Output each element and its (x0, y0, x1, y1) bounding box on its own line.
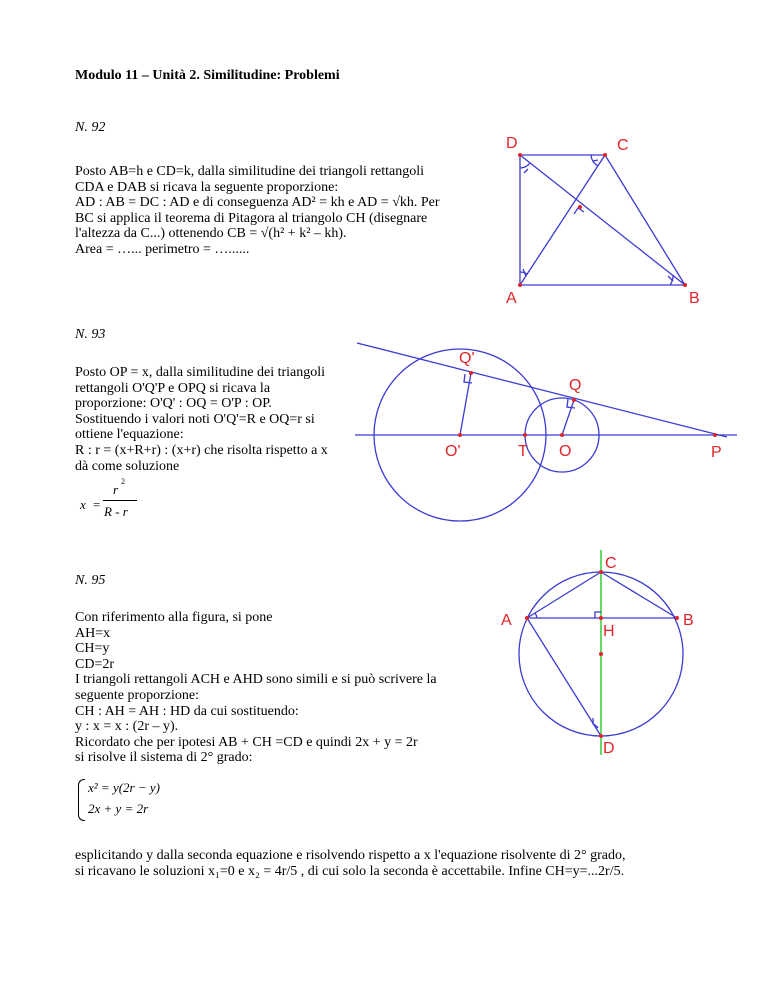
label-o: O (559, 443, 572, 460)
problem-92-line: AD : AB = DC : AD e di conseguenza AD² = kh e AD = √kh. Per (75, 195, 440, 211)
page-title: Modulo 11 – Unità 2. Similitudine: Problemi (75, 68, 340, 83)
problem-93-number: N. 93 (75, 327, 106, 342)
problem-95-number: N. 95 (75, 573, 106, 588)
problem-95-closing (75, 848, 625, 880)
label-q: Q (569, 377, 582, 394)
closing-line: si ricavano le soluzioni x₁=0 e x₂ = 4r/5 , di cui solo la seconda è accettabile. Infine CH=y=...2r/5. (75, 864, 625, 879)
label-b: B (689, 290, 700, 307)
formula-denominator: R - r (104, 504, 128, 519)
problem-95-line: AH=x (75, 625, 111, 641)
problem-92-line: l'altezza da C...) ottenendo CB = √(h² + k² – kh). (75, 226, 347, 242)
label-t: T (518, 443, 528, 460)
problem-93-line: Posto OP = x, dalla similitudine dei triangoli (75, 365, 326, 380)
problem-93-line: rettangoli O'Q'P e OPQ si ricava la (75, 380, 271, 396)
problem-95-text (75, 610, 437, 766)
circle-inscribed-figure (495, 550, 735, 760)
label-q-prime: Q' (459, 350, 475, 367)
label-d: D (506, 135, 518, 152)
problem-92-line: Posto AB=h e CD=k, dalla similitudine dei triangoli rettangoli (75, 164, 425, 179)
problem-95-line: CH=y (75, 641, 110, 657)
problem-92-line: BC si applica il teorema di Pitagora al triangolo CH (disegnare (75, 210, 428, 226)
formula-fraction-bar (103, 500, 137, 501)
problem-93-line: ottiene l'equazione: (75, 427, 184, 443)
problem-95-line: si risolve il sistema di 2° grado: (75, 750, 253, 766)
formula-exponent: 2 (121, 477, 125, 486)
problem-93-text (75, 365, 328, 474)
problem-92-line: CDA e DAB si ricava la seguente proporzione: (75, 179, 339, 195)
problem-92-text (75, 164, 440, 258)
problem-95-line: Ricordato che per ipotesi AB + CH =CD e quindi 2x + y = 2r (75, 734, 418, 750)
problem-93-line: Sostituendo i valori noti O'Q'=R e OQ=r si (75, 411, 315, 427)
label-c: C (605, 555, 617, 572)
label-p: P (711, 444, 722, 461)
label-d: D (603, 740, 615, 757)
problem-95-line: I triangoli rettangoli ACH e AHD sono simili e si può scrivere la (75, 672, 437, 688)
tangent-circles-figure (355, 333, 755, 543)
label-h: H (603, 623, 615, 640)
label-c: C (617, 137, 629, 154)
label-o-prime: O' (445, 443, 461, 460)
problem-95-line: Con riferimento alla figura, si pone (75, 610, 273, 625)
formula-equals: = (93, 497, 101, 512)
formula-numerator: r (113, 482, 119, 497)
formula-x: x (80, 497, 86, 512)
system-equation-1: x² = y(2r − y) (88, 780, 160, 795)
label-b: B (683, 612, 694, 629)
problem-93-line: proporzione: O'Q' : OQ = O'P : OP. (75, 396, 272, 412)
problem-92-line: Area = …... perimetro = …...... (75, 241, 250, 257)
problem-95-line: CH : AH = AH : HD da cui sostituendo: (75, 703, 299, 719)
problem-95-line: seguente proporzione: (75, 687, 200, 703)
system-equation-2: 2x + y = 2r (88, 801, 149, 816)
label-a: A (501, 612, 512, 629)
label-a: A (506, 290, 517, 307)
trapezoid-figure (490, 130, 720, 310)
problem-93-line: R : r = (x+R+r) : (x+r) che risolta rispetto a x (75, 442, 328, 458)
problem-92-number: N. 92 (75, 120, 106, 135)
problem-93-line: dà come soluzione (75, 458, 180, 474)
problem-95-line: y : x = x : (2r – y). (75, 719, 179, 735)
closing-line: esplicitando y dalla seconda equazione e risolvendo rispetto a x l'equazione risolvente di 2° grado, (75, 848, 626, 863)
system-brace (78, 779, 85, 821)
problem-95-line: CD=2r (75, 656, 115, 672)
